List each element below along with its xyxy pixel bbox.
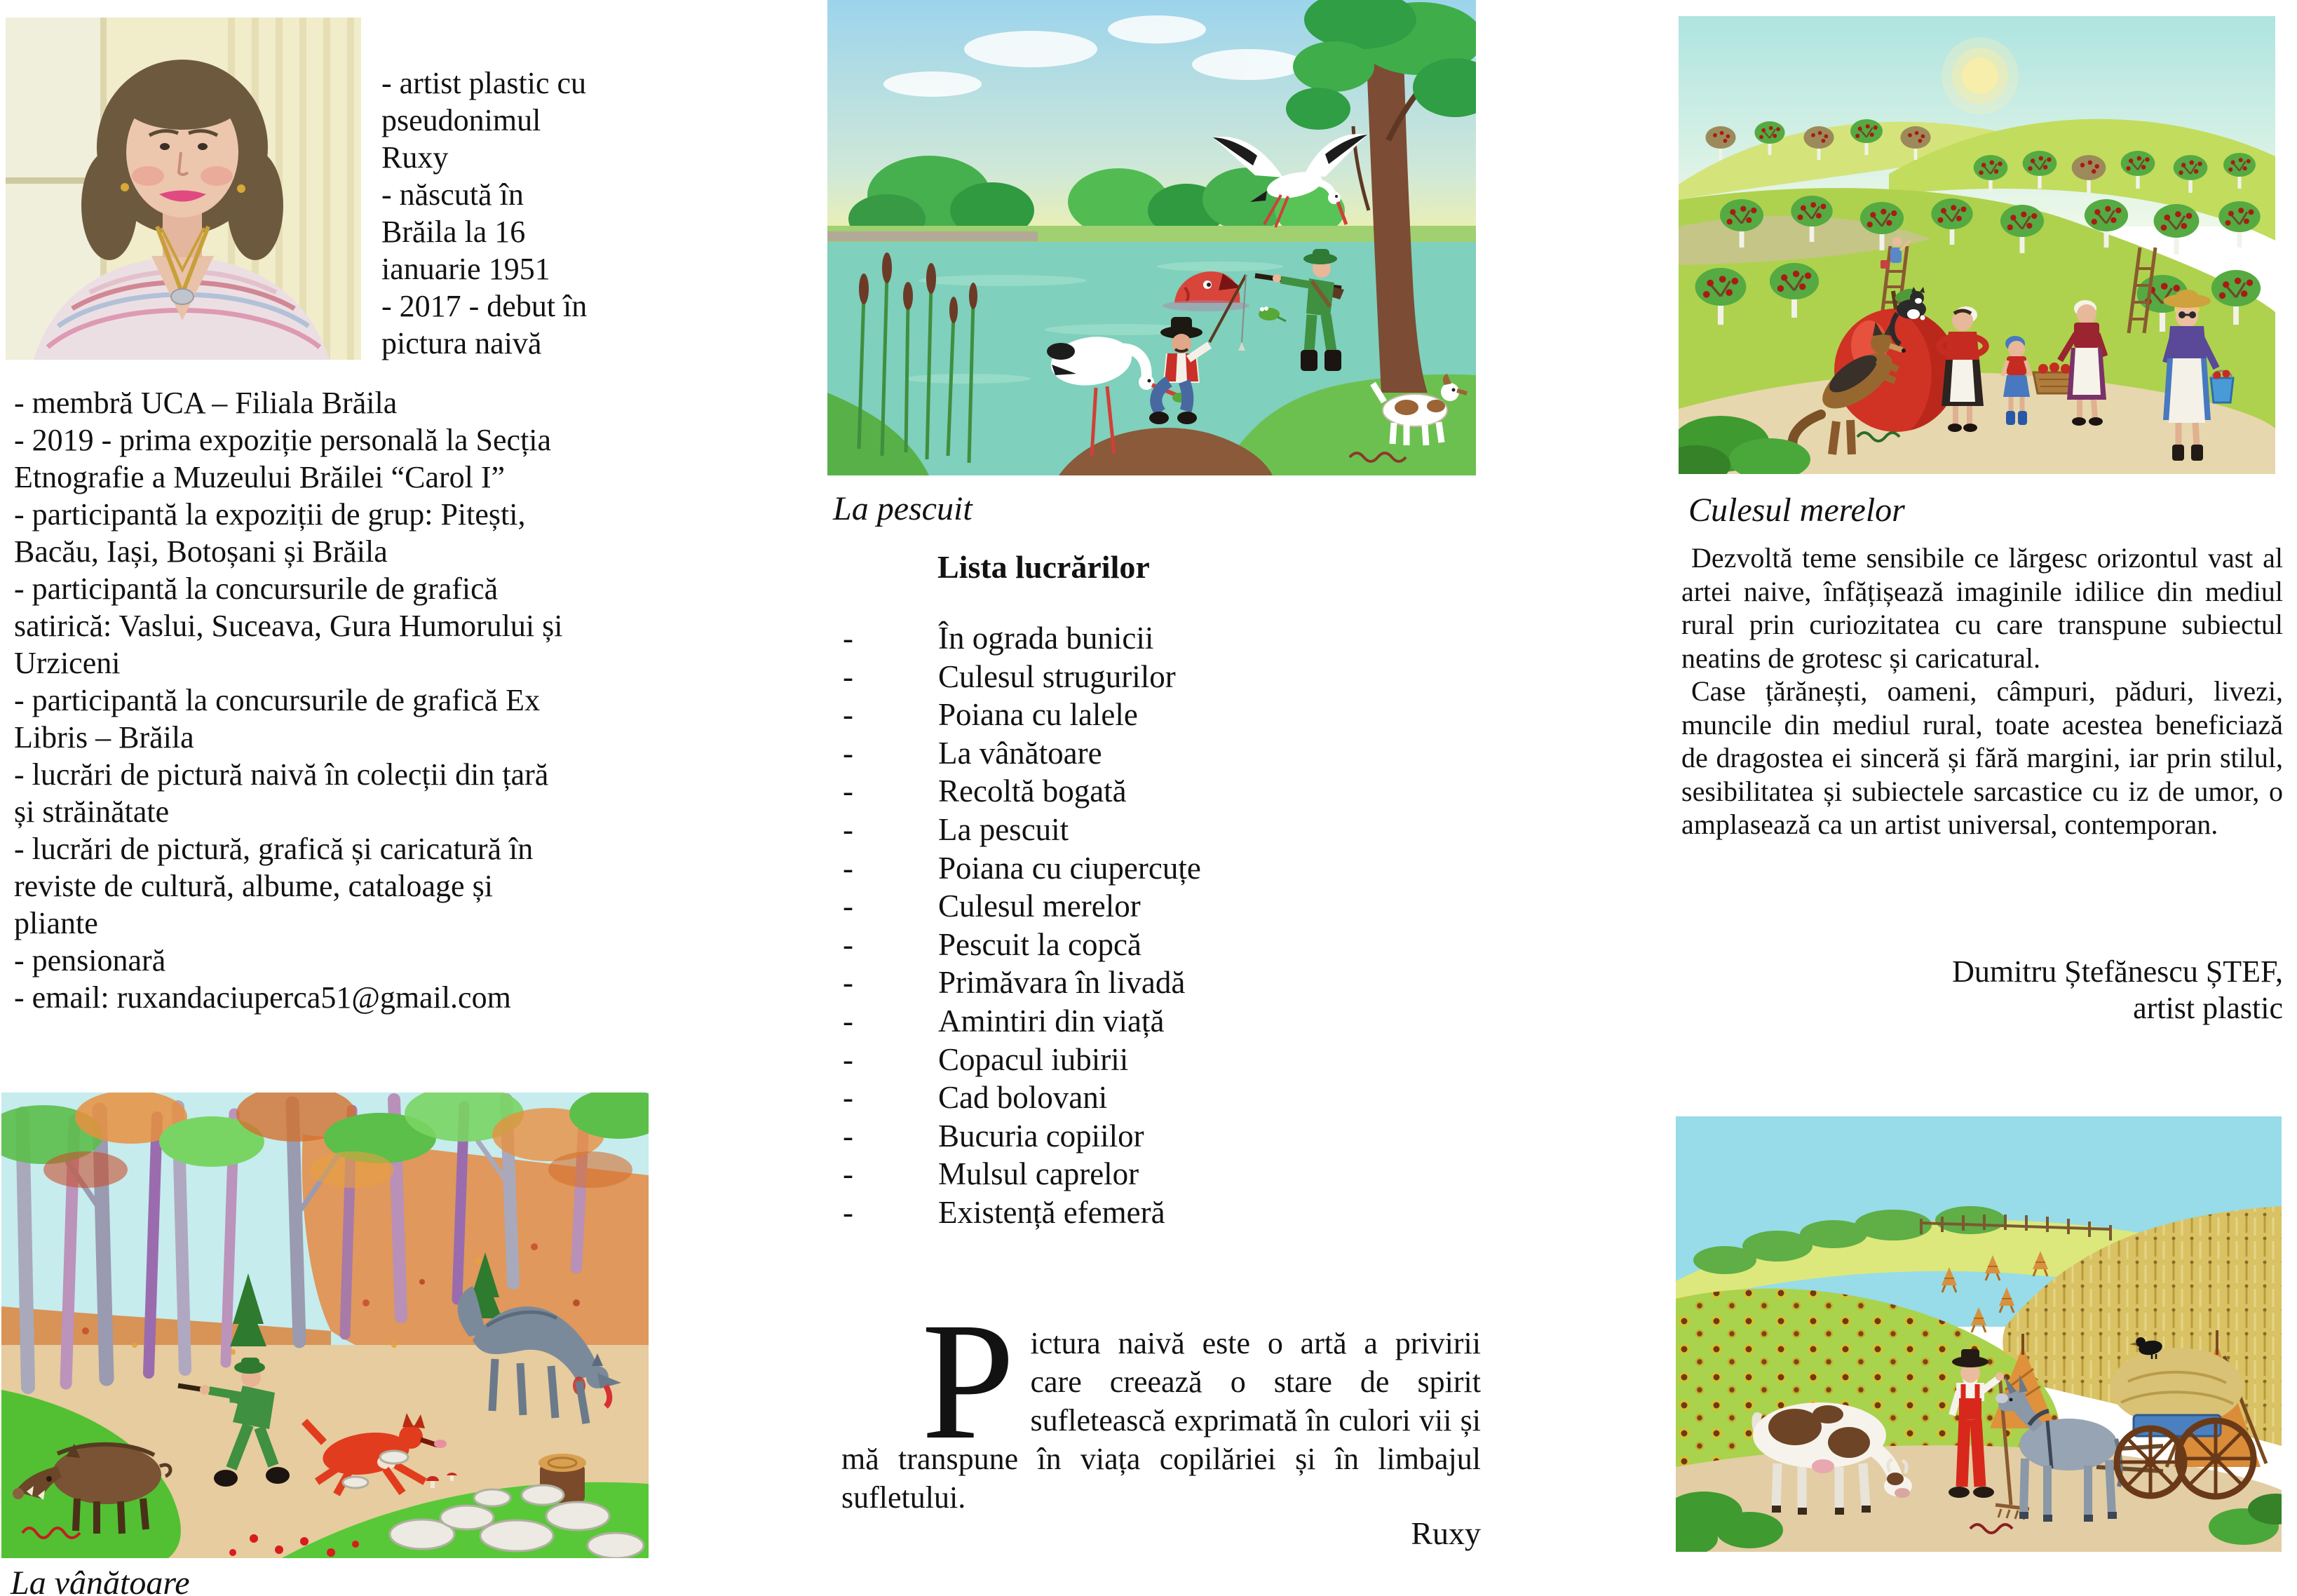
work-list-item bbox=[843, 850, 1502, 888]
review-text bbox=[1681, 541, 2283, 841]
bio-line: Libris – Brăila bbox=[14, 720, 194, 755]
work-title: Bucuria copiilor bbox=[938, 1118, 1144, 1154]
bio-line: Etnografie a Muzeului Brăilei “Carol I” bbox=[14, 460, 506, 494]
work-list-item bbox=[843, 926, 1502, 965]
bio-line: - membră UCA – Filiala Brăila bbox=[14, 386, 398, 420]
list-dash: - bbox=[843, 658, 853, 694]
bio-line: - născută în bbox=[381, 177, 524, 212]
list-dash: - bbox=[843, 773, 853, 809]
artist-portrait-photo bbox=[6, 18, 361, 360]
bio-line: Urziceni bbox=[14, 646, 121, 680]
list-dash: - bbox=[843, 735, 853, 771]
painting-culesul-merelor bbox=[1679, 16, 2275, 474]
bio-line: - participantă la concursurile de grafică Ex bbox=[14, 683, 541, 717]
work-list-item bbox=[843, 1194, 1502, 1233]
work-title: La vânătoare bbox=[938, 735, 1102, 771]
list-dash: - bbox=[843, 1041, 853, 1077]
harvest-scene-image bbox=[1676, 1116, 2282, 1552]
bio-line: Brăila la 16 bbox=[381, 215, 526, 249]
painting-la-vanatoare bbox=[1, 1093, 649, 1558]
bio-line: pseudonimul bbox=[381, 103, 541, 137]
review-paragraph: Dezvoltă teme sensibile ce lărgesc orizontul vast al artei naive, înfățișează imaginile idilice din mediul rural prin curiozitatea cu care transpune subiectul neatins de grotesc și caricatural. bbox=[1681, 542, 2283, 674]
cart-wheel bbox=[2178, 1421, 2254, 1496]
bio-line: - 2017 - debut în bbox=[381, 289, 588, 323]
list-dash: - bbox=[843, 965, 853, 1001]
bio-line: - lucrări de pictură, grafică și caricatură în bbox=[14, 832, 534, 866]
work-list-item bbox=[843, 1079, 1502, 1118]
work-title: Culesul strugurilor bbox=[938, 658, 1176, 694]
work-list-item bbox=[843, 735, 1502, 773]
hunting-scene-image bbox=[1, 1093, 649, 1558]
bio-line: satirică: Vaslui, Suceava, Gura Humorului și bbox=[14, 609, 563, 643]
list-dash: - bbox=[843, 926, 853, 962]
quote-paragraph bbox=[841, 1287, 1481, 1517]
work-list-item bbox=[843, 1003, 1502, 1041]
bio-line: pictura naivă bbox=[381, 326, 542, 360]
work-list-item bbox=[843, 1041, 1502, 1080]
credit-name: Dumitru Ștefănescu ȘTEF, bbox=[1952, 954, 2283, 989]
work-title: Recoltă bogată bbox=[938, 773, 1127, 809]
sun bbox=[1942, 37, 2019, 114]
bio-line: - artist plastic cu bbox=[381, 66, 587, 100]
work-list-item bbox=[843, 620, 1502, 658]
caption-la-vanatoare: La vânătoare bbox=[11, 1564, 190, 1596]
work-title: Amintiri din viață bbox=[938, 1003, 1165, 1039]
work-title: Culesul merelor bbox=[938, 888, 1141, 924]
list-dash: - bbox=[843, 621, 853, 656]
painting-la-pescuit bbox=[827, 0, 1476, 475]
list-dash: - bbox=[843, 1194, 853, 1230]
bio-line: - 2019 - prima expoziție personală la Secția bbox=[14, 423, 552, 457]
work-title: Poiana cu lalele bbox=[938, 697, 1138, 733]
fishing-scene-image bbox=[827, 0, 1476, 475]
bio-line: - pensionară bbox=[14, 943, 166, 978]
list-dash: - bbox=[843, 697, 853, 733]
apple-picking-scene-image bbox=[1679, 16, 2275, 474]
work-title: În ograda bunicii bbox=[938, 621, 1154, 656]
portrait-photo-image bbox=[6, 18, 361, 360]
work-title: Copacul iubirii bbox=[938, 1041, 1129, 1077]
work-title: Pescuit la copcă bbox=[938, 926, 1141, 962]
list-dash: - bbox=[843, 850, 853, 886]
bio-line: - lucrări de pictură naivă în colecții din țară bbox=[14, 757, 549, 792]
quote-signature: Ruxy bbox=[1411, 1515, 1481, 1551]
bio-line: ianuarie 1951 bbox=[381, 252, 550, 286]
bio-line: Ruxy bbox=[381, 140, 449, 175]
bio-line: reviste de cultură, albume, cataloage și bbox=[14, 869, 493, 903]
quote-text: ictura naivă este o artă a privirii care creează o stare de spirit sufletească exprimată în culori vii și mă transpune în viața copilăriei și în limbajul sufletului. bbox=[841, 1326, 1481, 1515]
list-dash: - bbox=[843, 1118, 853, 1154]
list-dash: - bbox=[843, 888, 853, 924]
bio-sidebar-text bbox=[372, 65, 679, 362]
work-title: Existență efemeră bbox=[938, 1194, 1165, 1230]
review-paragraph: Case țărănești, oameni, câmpuri, păduri, livezi, muncile din mediul rural, toate acestea beneficiază de dragostea ei sinceră și fără margini, iar prin stilul, sesibilitatea și subiectele sarcastice cu iz de umor, o amplasează ca un artist universal, contemporan. bbox=[1681, 675, 2283, 840]
work-list-item bbox=[843, 1156, 1502, 1194]
work-list-item bbox=[843, 1118, 1502, 1156]
work-list-item bbox=[843, 888, 1502, 926]
list-dash: - bbox=[843, 1003, 853, 1039]
bio-main-text bbox=[4, 384, 682, 1016]
bio-line: și străinătate bbox=[14, 794, 170, 829]
work-list-item bbox=[843, 811, 1502, 850]
work-list-item bbox=[843, 964, 1502, 1003]
bio-line: - participantă la concursurile de grafică bbox=[14, 572, 499, 606]
artist-statement bbox=[841, 1287, 1481, 1517]
work-title: Poiana cu ciupercuțe bbox=[938, 850, 1201, 886]
work-title: Mulsul caprelor bbox=[938, 1156, 1139, 1192]
cart-wheel bbox=[2117, 1428, 2184, 1496]
bio-line: pliante bbox=[14, 906, 98, 940]
bio-line: Bacău, Iași, Botoșani și Brăila bbox=[14, 534, 388, 569]
list-dash: - bbox=[843, 1156, 853, 1192]
caption-culesul-merelor: Culesul merelor bbox=[1688, 492, 1905, 529]
work-list-item bbox=[843, 696, 1502, 735]
bio-line: - email: ruxandaciuperca51@gmail.com bbox=[14, 980, 511, 1015]
list-dash: - bbox=[843, 1080, 853, 1116]
work-title: Primăvara în livadă bbox=[938, 965, 1186, 1001]
works-list-title: Lista lucrărilor bbox=[937, 549, 1150, 585]
bio-line: - participantă la expoziții de grup: Pitești, bbox=[14, 497, 526, 532]
work-title: Cad bolovani bbox=[938, 1080, 1108, 1116]
drop-cap-letter: P bbox=[921, 1287, 1015, 1474]
work-list-item bbox=[843, 658, 1502, 697]
work-title: La pescuit bbox=[938, 811, 1069, 847]
painting-recolta-bogata bbox=[1676, 1116, 2282, 1552]
works-list bbox=[843, 620, 1502, 1233]
caption-la-pescuit: La pescuit bbox=[833, 490, 973, 527]
work-list-item bbox=[843, 773, 1502, 811]
list-dash: - bbox=[843, 811, 853, 847]
credit-role: artist plastic bbox=[2133, 991, 2283, 1025]
credit-block bbox=[1681, 954, 2283, 1027]
